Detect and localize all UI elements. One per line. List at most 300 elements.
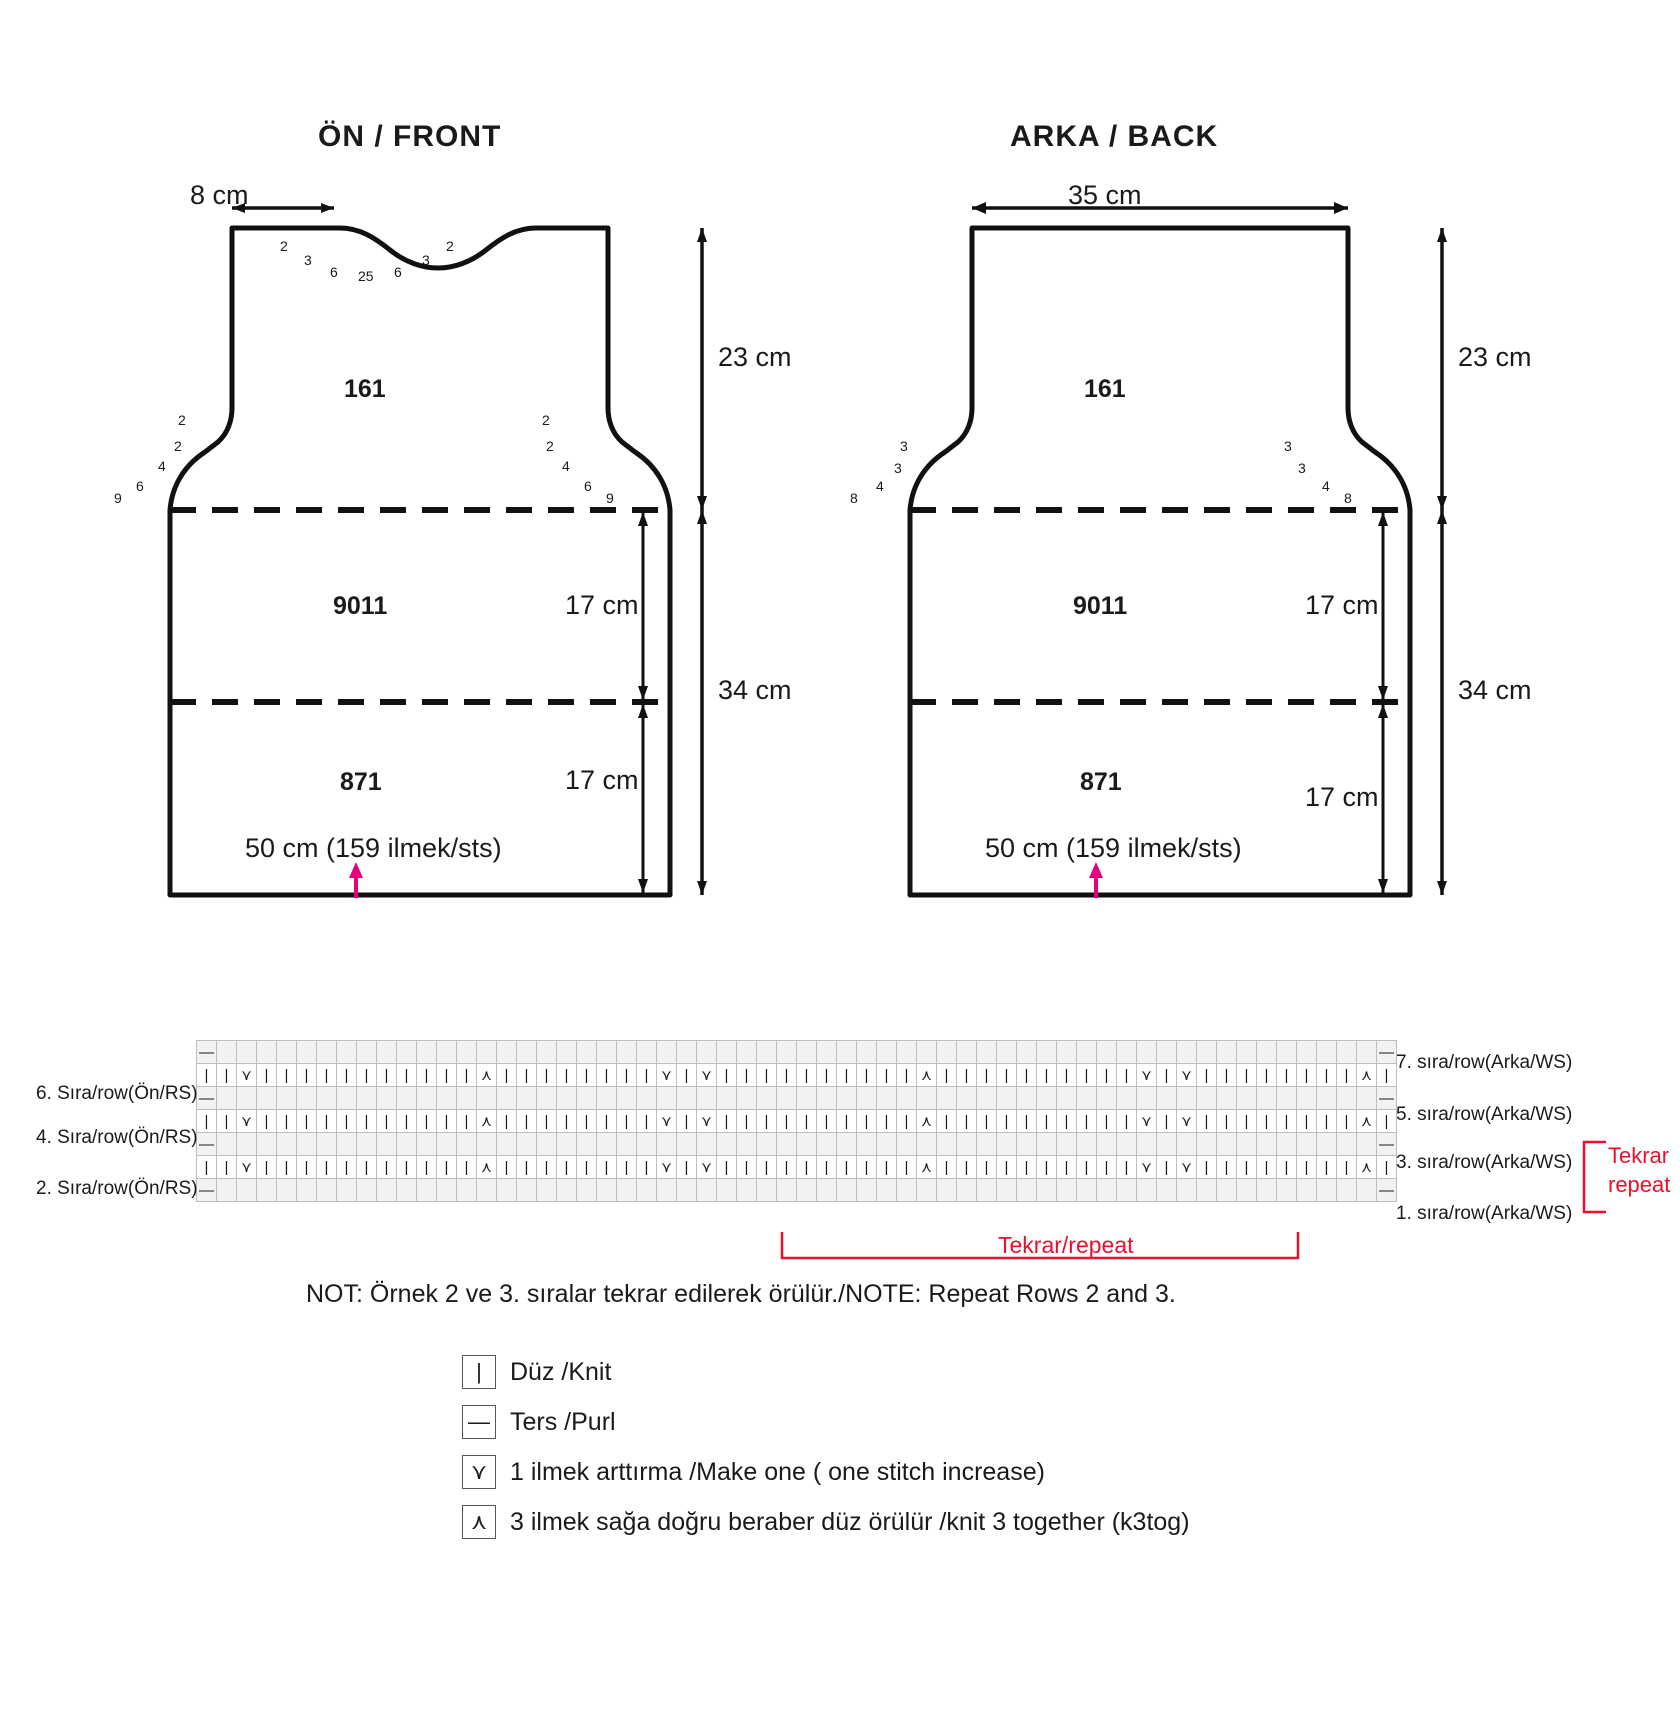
front-armhole-left-4: 9 xyxy=(114,490,122,506)
chart-cell xyxy=(757,1041,777,1064)
chart-cell: | xyxy=(857,1156,877,1179)
chart-cell xyxy=(637,1179,657,1202)
chart-cell xyxy=(357,1041,377,1064)
chart-left-label-4: 4. Sıra/row(Ön/RS) xyxy=(36,1127,198,1148)
chart-cell: | xyxy=(877,1110,897,1133)
chart-cell xyxy=(557,1133,577,1156)
chart-cell: ⋎ xyxy=(697,1064,717,1087)
chart-cell xyxy=(1017,1133,1037,1156)
chart-cell xyxy=(297,1179,317,1202)
chart-cell: | xyxy=(1377,1064,1397,1087)
chart-cell xyxy=(1217,1041,1237,1064)
chart-cell: | xyxy=(217,1064,237,1087)
chart-cell: ⋏ xyxy=(1357,1156,1377,1179)
chart-cell xyxy=(877,1133,897,1156)
chart-cell: ⋎ xyxy=(1137,1064,1157,1087)
chart-cell xyxy=(277,1041,297,1064)
front-neck-num-3: 25 xyxy=(358,268,374,284)
chart-cell xyxy=(937,1087,957,1110)
chart-cell xyxy=(417,1087,437,1110)
chart-cell: ⋎ xyxy=(237,1110,257,1133)
legend-item-k3tog xyxy=(462,1505,1190,1539)
chart-cell: | xyxy=(1077,1156,1097,1179)
repeat-side-label-1: Tekrar xyxy=(1608,1143,1670,1168)
front-bottom-width-label: 50 cm (159 ilmek/sts) xyxy=(245,833,502,863)
chart-right-label-1: 1. sıra/row(Arka/WS) xyxy=(1396,1203,1573,1224)
chart-cell: | xyxy=(577,1156,597,1179)
chart-cell xyxy=(897,1087,917,1110)
chart-cell: | xyxy=(1317,1110,1337,1133)
knit-symbol: | xyxy=(462,1355,496,1389)
chart-cell xyxy=(477,1133,497,1156)
back-color-top: 161 xyxy=(1084,375,1126,403)
repeat-side-label-2: repeat xyxy=(1608,1172,1671,1197)
chart-cell: | xyxy=(877,1156,897,1179)
chart-cell: | xyxy=(937,1064,957,1087)
chart-cell xyxy=(617,1179,637,1202)
chart-cell xyxy=(1017,1041,1037,1064)
chart-cell: | xyxy=(557,1156,577,1179)
chart-cell xyxy=(437,1179,457,1202)
back-lower-dimension xyxy=(1437,510,1447,895)
chart-cell: | xyxy=(837,1110,857,1133)
chart-cell: | xyxy=(497,1110,517,1133)
chart-cell: — xyxy=(1377,1179,1397,1202)
front-color-top: 161 xyxy=(344,375,386,403)
chart-cell: | xyxy=(1277,1156,1297,1179)
chart-cell xyxy=(397,1087,417,1110)
chart-cell xyxy=(277,1179,297,1202)
back-armhole-right-3: 8 xyxy=(1344,490,1352,506)
chart-cell xyxy=(1077,1087,1097,1110)
chart-cell xyxy=(1317,1041,1337,1064)
chart-cell xyxy=(1077,1133,1097,1156)
front-neck-num-0: 2 xyxy=(280,238,288,254)
chart-cell xyxy=(617,1087,637,1110)
chart-cell: | xyxy=(397,1156,417,1179)
chart-cell xyxy=(1137,1179,1157,1202)
knit-label: Düz /Knit xyxy=(510,1357,612,1386)
chart-cell: | xyxy=(417,1110,437,1133)
chart-cell xyxy=(1177,1179,1197,1202)
k3tog-label: 3 ilmek sağa doğru beraber düz örülür /knit 3 together (k3tog) xyxy=(510,1507,1190,1536)
back-diagram xyxy=(800,180,1540,920)
back-color-mid: 9011 xyxy=(1073,592,1128,620)
chart-cell xyxy=(697,1179,717,1202)
chart-cell xyxy=(1137,1133,1157,1156)
chart-cell: | xyxy=(1217,1110,1237,1133)
chart-cell xyxy=(1337,1041,1357,1064)
chart-cell xyxy=(1077,1179,1097,1202)
chart-cell xyxy=(1177,1087,1197,1110)
chart-cell xyxy=(797,1179,817,1202)
chart-cell: | xyxy=(1237,1064,1257,1087)
chart-cell: | xyxy=(617,1156,637,1179)
front-17a-label: 17 cm xyxy=(565,590,639,620)
chart-cell xyxy=(597,1179,617,1202)
chart-cell: | xyxy=(957,1110,977,1133)
chart-cell: | xyxy=(1157,1110,1177,1133)
chart-cell: | xyxy=(1017,1156,1037,1179)
repeat-bottom-label: Tekrar/repeat xyxy=(998,1232,1134,1258)
front-armhole-left-0: 2 xyxy=(178,412,186,428)
chart-cell: | xyxy=(1197,1110,1217,1133)
chart-cell: | xyxy=(1117,1064,1137,1087)
chart-cell xyxy=(857,1133,877,1156)
chart-cell xyxy=(857,1041,877,1064)
chart-right-label-5: 5. sıra/row(Arka/WS) xyxy=(1396,1104,1573,1125)
chart-cell: | xyxy=(1157,1064,1177,1087)
chart-left-label-6: 6. Sıra/row(Ön/RS) xyxy=(36,1083,198,1104)
stitch-chart xyxy=(196,1040,1397,1202)
chart-cell xyxy=(1037,1041,1057,1064)
chart-cell xyxy=(1177,1133,1197,1156)
chart-cell xyxy=(237,1179,257,1202)
chart-cell xyxy=(1177,1041,1197,1064)
chart-cell xyxy=(897,1041,917,1064)
chart-cell: | xyxy=(597,1110,617,1133)
front-title: ÖN / FRONT xyxy=(318,120,502,153)
chart-cell xyxy=(1117,1133,1137,1156)
chart-cell: | xyxy=(537,1110,557,1133)
chart-cell: | xyxy=(1277,1110,1297,1133)
chart-cell: | xyxy=(757,1064,777,1087)
chart-cell: | xyxy=(1297,1110,1317,1133)
chart-cell xyxy=(317,1133,337,1156)
chart-cell xyxy=(717,1133,737,1156)
legend-item-make-one xyxy=(462,1455,1190,1489)
chart-cell xyxy=(617,1041,637,1064)
chart-cell xyxy=(497,1087,517,1110)
chart-cell: ⋎ xyxy=(657,1064,677,1087)
chart-cell: | xyxy=(417,1064,437,1087)
front-armhole-right-4: 9 xyxy=(606,490,614,506)
chart-cell xyxy=(957,1179,977,1202)
chart-cell: | xyxy=(337,1110,357,1133)
chart-cell xyxy=(837,1133,857,1156)
chart-cell: | xyxy=(957,1156,977,1179)
chart-cell xyxy=(817,1087,837,1110)
chart-cell xyxy=(977,1087,997,1110)
chart-cell xyxy=(417,1041,437,1064)
front-armhole-right-2: 4 xyxy=(562,458,570,474)
chart-cell xyxy=(477,1087,497,1110)
chart-cell xyxy=(437,1087,457,1110)
chart-cell xyxy=(1277,1087,1297,1110)
chart-cell: | xyxy=(1077,1064,1097,1087)
chart-cell xyxy=(717,1041,737,1064)
chart-cell xyxy=(497,1041,517,1064)
chart-cell: | xyxy=(1337,1064,1357,1087)
chart-cell xyxy=(477,1041,497,1064)
back-17b-label: 17 cm xyxy=(1305,782,1379,812)
chart-cell: ⋎ xyxy=(1137,1156,1157,1179)
chart-cell xyxy=(1277,1133,1297,1156)
chart-cell: ⋎ xyxy=(1177,1156,1197,1179)
chart-cell xyxy=(297,1041,317,1064)
chart-cell xyxy=(417,1179,437,1202)
chart-cell: | xyxy=(737,1064,757,1087)
chart-cell xyxy=(1277,1041,1297,1064)
chart-cell: | xyxy=(597,1156,617,1179)
chart-cell: | xyxy=(537,1064,557,1087)
front-shoulder-label: 8 cm xyxy=(190,180,249,210)
chart-cell: | xyxy=(437,1156,457,1179)
chart-cell: ⋎ xyxy=(657,1110,677,1133)
chart-cell xyxy=(1157,1087,1177,1110)
chart-cell: | xyxy=(217,1110,237,1133)
chart-cell xyxy=(1357,1133,1377,1156)
chart-cell xyxy=(1017,1179,1037,1202)
back-armhole-right-1: 3 xyxy=(1298,460,1306,476)
chart-cell: | xyxy=(257,1110,277,1133)
chart-cell: | xyxy=(1237,1110,1257,1133)
chart-cell: | xyxy=(1057,1110,1077,1133)
chart-cell xyxy=(817,1179,837,1202)
chart-cell xyxy=(957,1087,977,1110)
chart-cell xyxy=(577,1041,597,1064)
chart-cell: ⋎ xyxy=(1137,1110,1157,1133)
chart-cell: | xyxy=(337,1156,357,1179)
chart-row xyxy=(197,1110,1397,1133)
chart-cell: — xyxy=(197,1133,217,1156)
chart-cell xyxy=(1197,1133,1217,1156)
chart-cell: | xyxy=(797,1156,817,1179)
chart-cell: | xyxy=(537,1156,557,1179)
chart-cell: — xyxy=(1377,1087,1397,1110)
chart-cell: — xyxy=(197,1087,217,1110)
chart-cell: | xyxy=(1037,1156,1057,1179)
chart-cell xyxy=(937,1041,957,1064)
chart-cell: | xyxy=(897,1156,917,1179)
chart-cell xyxy=(657,1087,677,1110)
chart-cell: | xyxy=(637,1156,657,1179)
chart-cell xyxy=(957,1133,977,1156)
chart-cell: | xyxy=(1257,1110,1277,1133)
chart-cell xyxy=(1117,1041,1137,1064)
back-armhole-left-1: 3 xyxy=(894,460,902,476)
back-top-width-label: 35 cm xyxy=(1068,180,1142,210)
chart-cell: | xyxy=(1157,1156,1177,1179)
chart-cell xyxy=(1357,1179,1377,1202)
chart-cell: | xyxy=(317,1064,337,1087)
chart-cell: | xyxy=(1017,1064,1037,1087)
chart-cell xyxy=(1157,1133,1177,1156)
chart-cell: | xyxy=(757,1110,777,1133)
chart-cell xyxy=(217,1179,237,1202)
chart-cell xyxy=(397,1133,417,1156)
chart-cell: | xyxy=(817,1110,837,1133)
chart-cell: | xyxy=(377,1064,397,1087)
chart-cell: | xyxy=(577,1110,597,1133)
legend-item-knit xyxy=(462,1355,1190,1389)
chart-cell: ⋏ xyxy=(1357,1064,1377,1087)
chart-cell xyxy=(1237,1133,1257,1156)
chart-cell: | xyxy=(297,1156,317,1179)
chart-cell xyxy=(837,1041,857,1064)
chart-cell xyxy=(537,1041,557,1064)
chart-cell xyxy=(1257,1041,1277,1064)
chart-row xyxy=(197,1179,1397,1202)
chart-cell xyxy=(1077,1041,1097,1064)
chart-cell xyxy=(937,1179,957,1202)
chart-cell xyxy=(257,1041,277,1064)
chart-cell xyxy=(537,1179,557,1202)
chart-cell: | xyxy=(1197,1064,1217,1087)
chart-cell xyxy=(737,1041,757,1064)
chart-cell: | xyxy=(1117,1110,1137,1133)
chart-cell xyxy=(1057,1041,1077,1064)
chart-cell: ⋏ xyxy=(1357,1110,1377,1133)
chart-cell xyxy=(337,1133,357,1156)
chart-cell xyxy=(857,1087,877,1110)
chart-cell xyxy=(617,1133,637,1156)
chart-cell: | xyxy=(877,1064,897,1087)
chart-cell xyxy=(1337,1133,1357,1156)
chart-cell: | xyxy=(577,1064,597,1087)
chart-cell: | xyxy=(977,1064,997,1087)
chart-cell xyxy=(1057,1133,1077,1156)
chart-cell: ⋎ xyxy=(697,1156,717,1179)
chart-cell: | xyxy=(1377,1156,1397,1179)
chart-cell: | xyxy=(937,1156,957,1179)
chart-cell xyxy=(557,1041,577,1064)
chart-cell xyxy=(377,1179,397,1202)
chart-cell xyxy=(737,1133,757,1156)
chart-cell xyxy=(1157,1179,1177,1202)
chart-cell xyxy=(1317,1179,1337,1202)
chart-cell: | xyxy=(1317,1156,1337,1179)
chart-cell: | xyxy=(397,1064,417,1087)
chart-cell xyxy=(297,1133,317,1156)
chart-cell: | xyxy=(777,1064,797,1087)
chart-cell: | xyxy=(1037,1064,1057,1087)
chart-cell xyxy=(677,1041,697,1064)
chart-cell xyxy=(777,1133,797,1156)
chart-cell: | xyxy=(857,1110,877,1133)
chart-cell: | xyxy=(377,1110,397,1133)
chart-cell xyxy=(637,1133,657,1156)
chart-cell xyxy=(597,1133,617,1156)
chart-cell xyxy=(1217,1087,1237,1110)
chart-cell xyxy=(1357,1041,1377,1064)
chart-cell xyxy=(777,1041,797,1064)
chart-cell: | xyxy=(437,1110,457,1133)
chart-cell: — xyxy=(1377,1041,1397,1064)
chart-cell xyxy=(757,1133,777,1156)
chart-row xyxy=(197,1087,1397,1110)
front-color-bottom: 871 xyxy=(340,768,382,796)
chart-cell xyxy=(737,1179,757,1202)
chart-left-label-2: 2. Sıra/row(Ön/RS) xyxy=(36,1178,198,1199)
chart-cell xyxy=(1097,1087,1117,1110)
chart-cell xyxy=(1337,1087,1357,1110)
front-armhole-left-1: 2 xyxy=(174,438,182,454)
chart-cell xyxy=(817,1041,837,1064)
chart-cell: | xyxy=(1297,1064,1317,1087)
chart-cell xyxy=(317,1041,337,1064)
chart-cell: | xyxy=(1017,1110,1037,1133)
front-color-mid: 9011 xyxy=(333,592,388,620)
chart-cell xyxy=(1297,1179,1317,1202)
chart-cell xyxy=(1157,1041,1177,1064)
chart-cell xyxy=(1137,1041,1157,1064)
chart-cell: | xyxy=(457,1064,477,1087)
chart-cell: | xyxy=(197,1156,217,1179)
chart-cell xyxy=(1057,1179,1077,1202)
chart-cell xyxy=(1257,1179,1277,1202)
chart-cell xyxy=(457,1179,477,1202)
chart-cell xyxy=(337,1087,357,1110)
chart-cell xyxy=(597,1041,617,1064)
chart-cell: | xyxy=(457,1110,477,1133)
chart-cell xyxy=(1217,1179,1237,1202)
front-upper-height-label: 23 cm xyxy=(718,342,792,372)
front-17b-label: 17 cm xyxy=(565,765,639,795)
front-neck-num-1: 3 xyxy=(304,252,312,268)
chart-cell: | xyxy=(517,1156,537,1179)
chart-cell xyxy=(337,1041,357,1064)
chart-cell xyxy=(397,1041,417,1064)
chart-cell: | xyxy=(1217,1064,1237,1087)
chart-cell: | xyxy=(397,1110,417,1133)
chart-cell xyxy=(917,1179,937,1202)
chart-cell xyxy=(757,1179,777,1202)
chart-cell: | xyxy=(277,1156,297,1179)
purl-symbol: — xyxy=(462,1405,496,1439)
chart-cell xyxy=(217,1041,237,1064)
chart-cell xyxy=(1117,1087,1137,1110)
chart-cell: | xyxy=(777,1110,797,1133)
chart-cell: | xyxy=(717,1110,737,1133)
chart-cell xyxy=(657,1133,677,1156)
chart-cell xyxy=(1137,1087,1157,1110)
chart-cell xyxy=(437,1041,457,1064)
chart-cell xyxy=(757,1087,777,1110)
chart-cell xyxy=(537,1087,557,1110)
chart-cell xyxy=(357,1133,377,1156)
chart-cell xyxy=(877,1041,897,1064)
chart-cell: | xyxy=(1097,1156,1117,1179)
chart-cell xyxy=(337,1179,357,1202)
chart-cell xyxy=(777,1179,797,1202)
chart-cell xyxy=(517,1179,537,1202)
chart-cell: | xyxy=(257,1156,277,1179)
front-neck-num-5: 3 xyxy=(422,252,430,268)
chart-cell: | xyxy=(957,1064,977,1087)
make-one-label: 1 ilmek arttırma /Make one ( one stitch increase) xyxy=(510,1457,1045,1486)
chart-cell: | xyxy=(837,1064,857,1087)
chart-cell xyxy=(977,1179,997,1202)
back-armhole-left-3: 8 xyxy=(850,490,858,506)
back-bottom-width-label: 50 cm (159 ilmek/sts) xyxy=(985,833,1242,863)
chart-cell xyxy=(697,1133,717,1156)
chart-cell xyxy=(677,1087,697,1110)
chart-cell: ⋏ xyxy=(477,1156,497,1179)
chart-cell xyxy=(957,1041,977,1064)
back-armhole-right-0: 3 xyxy=(1284,438,1292,454)
chart-cell: | xyxy=(297,1110,317,1133)
front-armhole-right-0: 2 xyxy=(542,412,550,428)
chart-cell xyxy=(417,1133,437,1156)
chart-cell xyxy=(457,1041,477,1064)
chart-cell xyxy=(557,1087,577,1110)
back-armhole-right-2: 4 xyxy=(1322,478,1330,494)
chart-cell: | xyxy=(897,1110,917,1133)
chart-cell xyxy=(497,1179,517,1202)
chart-cell xyxy=(977,1041,997,1064)
chart-cell: | xyxy=(857,1064,877,1087)
